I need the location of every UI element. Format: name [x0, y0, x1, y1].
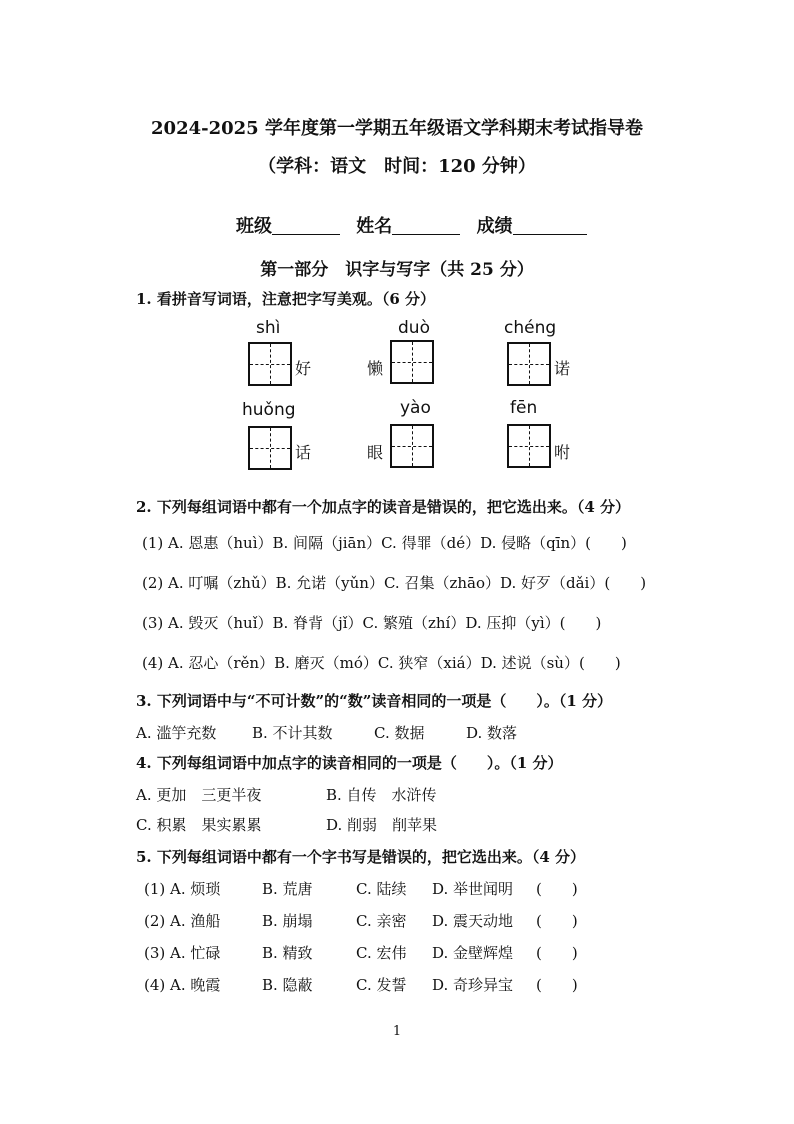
writing-box[interactable] [248, 426, 292, 470]
question-2-prompt: 2. 下列每组词语中都有一个加点字的读音是错误的，把它选出来。（4 分） [136, 498, 631, 516]
writing-box[interactable] [390, 340, 434, 384]
option-a: A. 滥竽充数 [136, 724, 217, 742]
score-blank[interactable] [513, 216, 587, 235]
pinyin-label: shì [256, 318, 281, 338]
answer-bracket[interactable]: ( ) [536, 976, 578, 994]
q5-option-b: B. 精致 [262, 944, 313, 962]
question-2-row: (3) A. 毁灭（huǐ）B. 脊背（jǐ）C. 繁殖（zhí）D. 压抑（yì）( ) [142, 614, 602, 632]
pinyin-label: chéng [504, 318, 557, 338]
pinyin-label: yào [400, 398, 431, 418]
word-char: 话 [295, 443, 312, 462]
answer-bracket[interactable]: ( ) [536, 944, 578, 962]
option-c: C. 数据 [374, 724, 425, 742]
pinyin-label: duò [398, 318, 430, 338]
q5-option-c: C. 发誓 [356, 976, 407, 994]
option-a: A. 更加 三更半夜 [136, 786, 262, 804]
option-b: B. 不计其数 [252, 724, 333, 742]
section-title: 第一部分 识字与写字（共 25 分） [260, 260, 534, 280]
q5-option-d: D. 金壁辉煌 [432, 944, 514, 962]
question-4-prompt: 4. 下列每组词语中加点字的读音相同的一项是（ ）。（1 分） [136, 754, 563, 772]
page-subtitle: （学科：语文 时间：120 分钟） [258, 156, 536, 177]
word-char: 懒 [367, 359, 384, 378]
question-2-row: (2) A. 叮嘱（zhǔ）B. 允诺（yǔn）C. 召集（zhāo）D. 好歹（dǎi）( ) [142, 574, 647, 592]
q5-option-d: D. 奇珍异宝 [432, 976, 514, 994]
name-label: 姓名 [356, 216, 393, 237]
writing-box[interactable] [390, 424, 434, 468]
question-1-prompt: 1. 看拼音写词语，注意把字写美观。（6 分） [136, 290, 436, 308]
q5-option-c: C. 宏伟 [356, 944, 407, 962]
writing-box[interactable] [248, 342, 292, 386]
option-d: D. 数落 [466, 724, 518, 742]
q5-option-d: D. 举世闻明 [432, 880, 514, 898]
q5-option-c: C. 亲密 [356, 912, 407, 930]
option-d: D. 削弱 削苹果 [326, 816, 438, 834]
q5-option-b: B. 荒唐 [262, 880, 313, 898]
answer-bracket[interactable]: ( ) [536, 912, 578, 930]
class-blank[interactable] [272, 216, 340, 235]
name-blank[interactable] [392, 216, 460, 235]
question-2-row: (1) A. 恩惠（huì）B. 间隔（jiān）C. 得罪（dé）D. 侵略（qīn）( ) [142, 534, 627, 552]
q5-option-d: D. 震天动地 [432, 912, 514, 930]
q5-option-b: B. 隐蔽 [262, 976, 313, 994]
word-char: 咐 [554, 443, 571, 462]
word-char: 好 [295, 359, 312, 378]
q5-option-c: C. 陆续 [356, 880, 407, 898]
q5-option-a: (4) A. 晚霞 [144, 976, 221, 994]
q5-option-a: (3) A. 忙碌 [144, 944, 221, 962]
writing-box[interactable] [507, 424, 551, 468]
q5-option-a: (2) A. 渔船 [144, 912, 221, 930]
q5-option-b: B. 崩塌 [262, 912, 313, 930]
score-label: 成绩 [476, 216, 513, 237]
answer-bracket[interactable]: ( ) [536, 880, 578, 898]
question-5-prompt: 5. 下列每组词语中都有一个字书写是错误的，把它选出来。（4 分） [136, 848, 586, 866]
q5-option-a: (1) A. 烦琐 [144, 880, 221, 898]
option-c: C. 积累 果实累累 [136, 816, 262, 834]
word-char: 诺 [554, 359, 571, 378]
writing-box[interactable] [507, 342, 551, 386]
page-title: 2024-2025 学年度第一学期五年级语文学科期末考试指导卷 [151, 118, 643, 139]
question-2-row: (4) A. 忍心（rěn）B. 磨灭（mó）C. 狭窄（xiá）D. 述说（sù）( ) [142, 654, 621, 672]
pinyin-label: fēn [510, 398, 538, 418]
question-3-prompt: 3. 下列词语中与“不可计数”的“数”读音相同的一项是（ ）。（1 分） [136, 692, 613, 710]
page-number: 1 [392, 1024, 402, 1039]
class-label: 班级 [236, 216, 272, 237]
option-b: B. 自传 水浒传 [326, 786, 437, 804]
student-info-line [236, 212, 587, 238]
pinyin-label: huǒng [242, 400, 296, 420]
word-char: 眼 [367, 443, 384, 462]
